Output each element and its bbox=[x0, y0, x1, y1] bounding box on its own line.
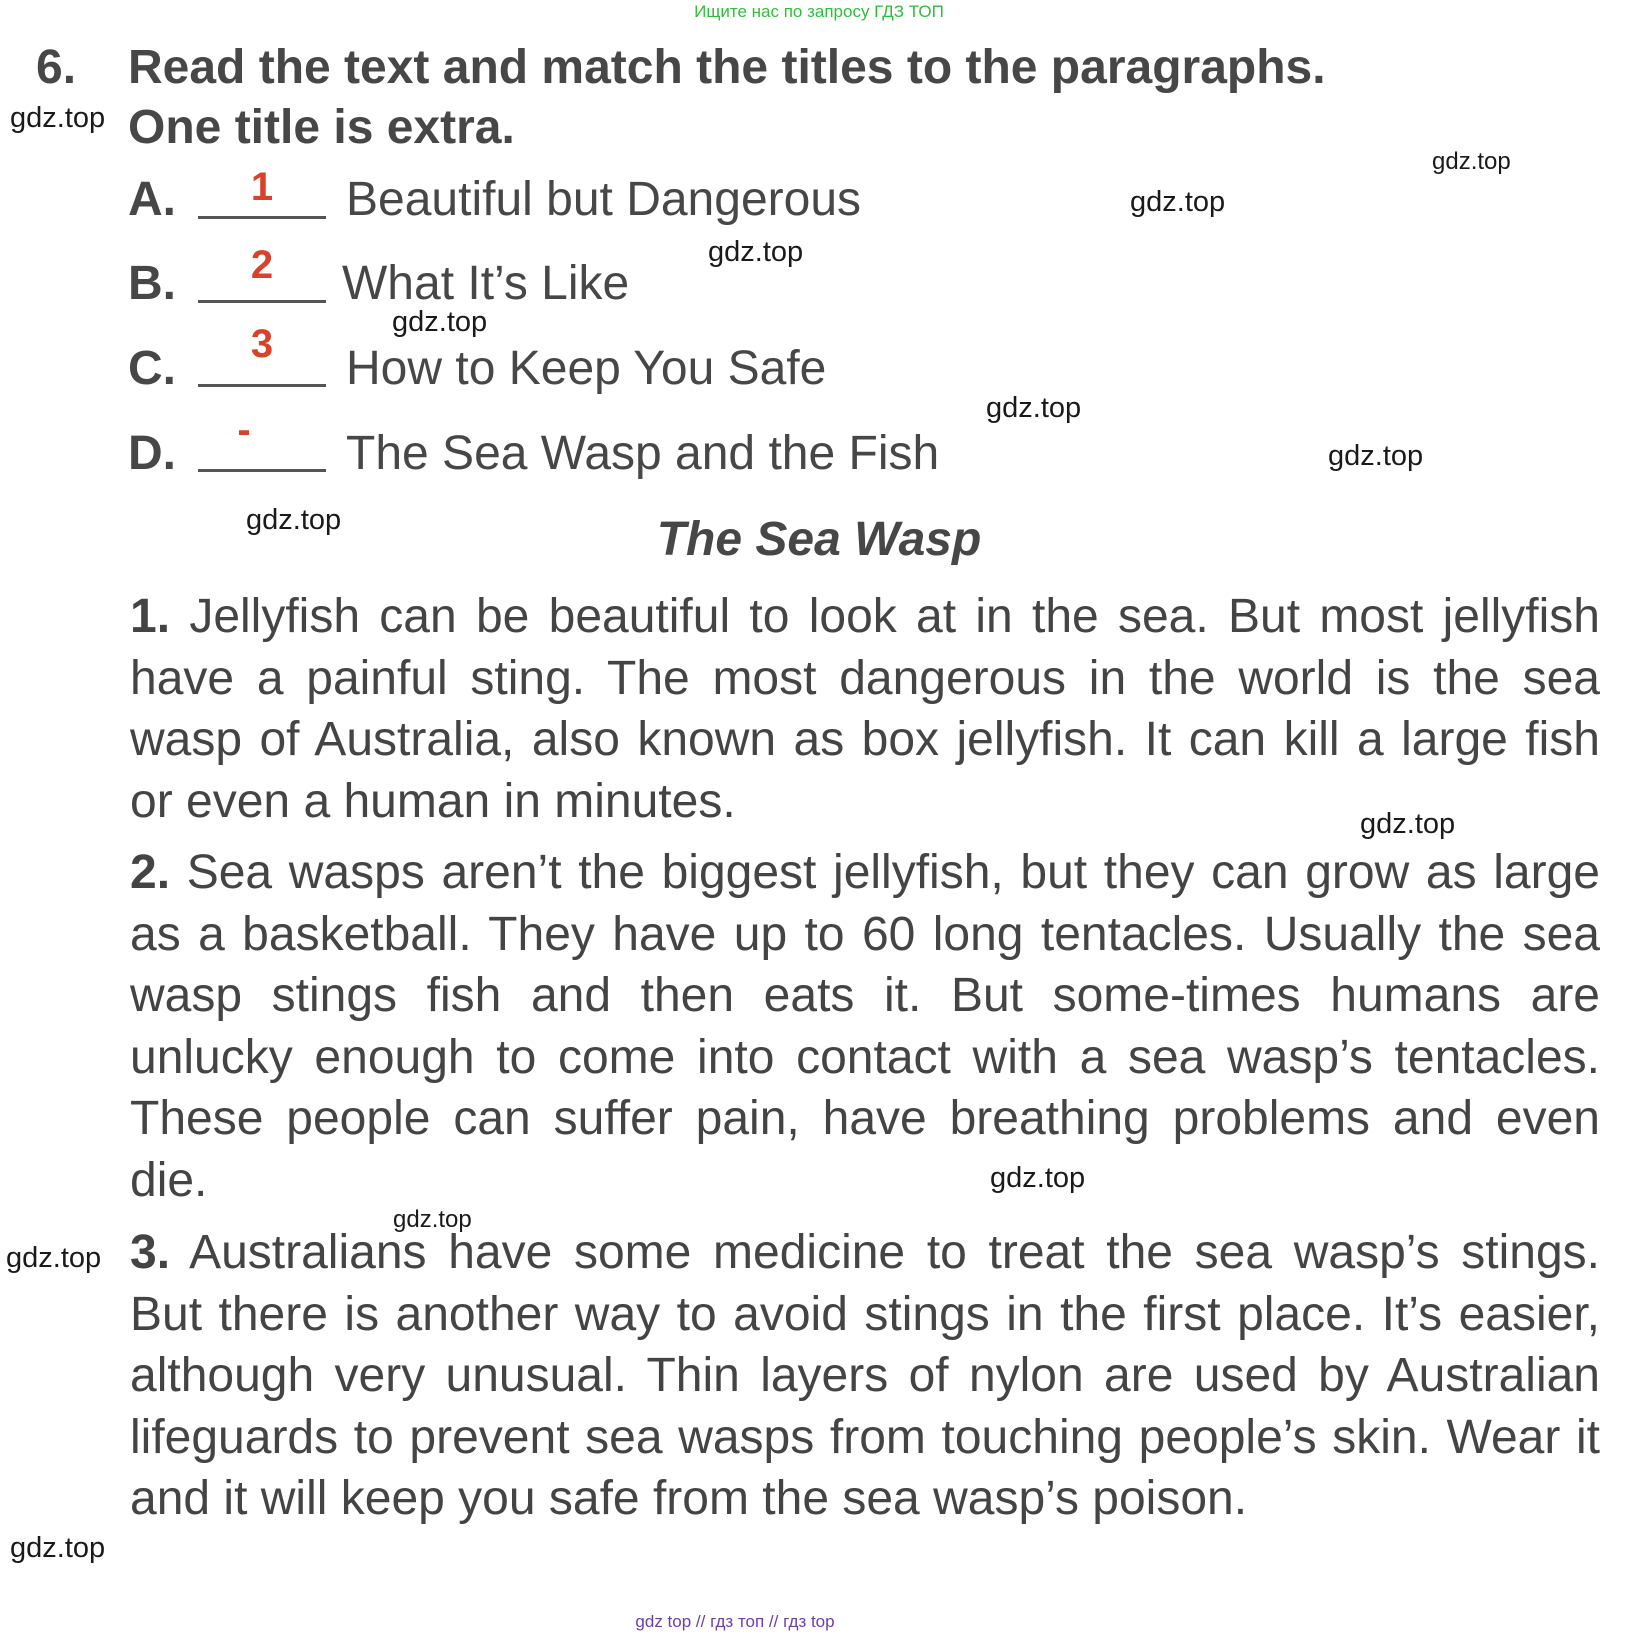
option-d-letter: D. bbox=[128, 427, 176, 480]
option-a-answer: 1 bbox=[250, 165, 274, 209]
paragraph-3 bbox=[130, 1222, 1600, 1530]
task-number: 6. bbox=[36, 41, 77, 94]
watermark: gdz.top bbox=[990, 1162, 1086, 1194]
task-instruction-line2: One title is extra. bbox=[128, 101, 515, 154]
text-title: The Sea Wasp bbox=[656, 513, 982, 566]
paragraph-2-number: 2. bbox=[130, 846, 171, 899]
option-b-letter: B. bbox=[128, 257, 176, 310]
option-b-title: What It’s Like bbox=[342, 257, 630, 310]
option-d-blank[interactable] bbox=[198, 469, 326, 472]
paragraph-1-number: 1. bbox=[130, 590, 171, 643]
option-b-blank[interactable] bbox=[198, 300, 326, 303]
option-c-blank[interactable] bbox=[198, 384, 326, 387]
watermark: gdz.top bbox=[10, 102, 106, 134]
watermark: gdz.top bbox=[1360, 808, 1456, 840]
option-c-title: How to Keep You Safe bbox=[346, 342, 827, 395]
task-instruction-line1: Read the text and match the titles to the paragraphs. bbox=[128, 41, 1326, 94]
option-b-answer: 2 bbox=[250, 243, 274, 287]
watermark: gdz.top bbox=[392, 306, 488, 338]
paragraph-3-number: 3. bbox=[130, 1226, 171, 1279]
watermark: gdz.top bbox=[708, 236, 804, 268]
paragraph-2 bbox=[130, 842, 1600, 1212]
option-d-title: The Sea Wasp and the Fish bbox=[346, 427, 940, 480]
paragraph-1-text: Jellyfish can be beautiful to look at in the sea. But most jellyfish have a painful sting. The most dangerous in the world is the sea wasp of Australia, also known as box jellyfish. It can kill a large fish or even a human in minutes. bbox=[130, 590, 1600, 828]
search-banner: Ищите нас по запросу ГДЗ ТОП bbox=[694, 2, 944, 21]
option-a-title: Beautiful but Dangerous bbox=[346, 173, 862, 226]
watermark: gdz.top bbox=[1432, 148, 1511, 175]
option-a-blank[interactable] bbox=[198, 216, 326, 219]
watermark: gdz.top bbox=[1328, 440, 1424, 472]
option-c-answer: 3 bbox=[250, 322, 274, 366]
watermark: gdz.top bbox=[986, 392, 1082, 424]
watermark: gdz.top bbox=[393, 1206, 472, 1233]
paragraph-2-text: Sea wasps aren’t the biggest jellyfish, but they can grow as large as a basketball. They have up to 60 long tentacles. Usually the sea wasp stings fish and then eats it. But some-times humans are unlucky enough to come into contact with a sea wasp’s tentacles. These people can suffer pain, have breathing problems and even die. bbox=[130, 846, 1601, 1207]
watermark: gdz.top bbox=[10, 1532, 106, 1564]
watermark: gdz.top bbox=[1130, 186, 1226, 218]
option-c-letter: C. bbox=[128, 342, 176, 395]
watermark: gdz.top bbox=[246, 504, 342, 536]
paragraph-1 bbox=[130, 586, 1600, 832]
footer-watermark: gdz top // гдз топ // гдз top bbox=[635, 1612, 835, 1631]
option-d-answer: - bbox=[237, 408, 251, 452]
paragraph-3-text: Australians have some medicine to treat the sea wasp’s stings. But there is another way to avoid stings in the first place. It’s easier, although very unusual. Thin layers of nylon are used by Australian lifeguards to prevent sea wasps from touching people’s skin. Wear it and it will keep you safe from the sea wasp’s poison. bbox=[130, 1226, 1601, 1526]
option-a-letter: A. bbox=[128, 173, 176, 226]
watermark: gdz.top bbox=[6, 1242, 102, 1274]
